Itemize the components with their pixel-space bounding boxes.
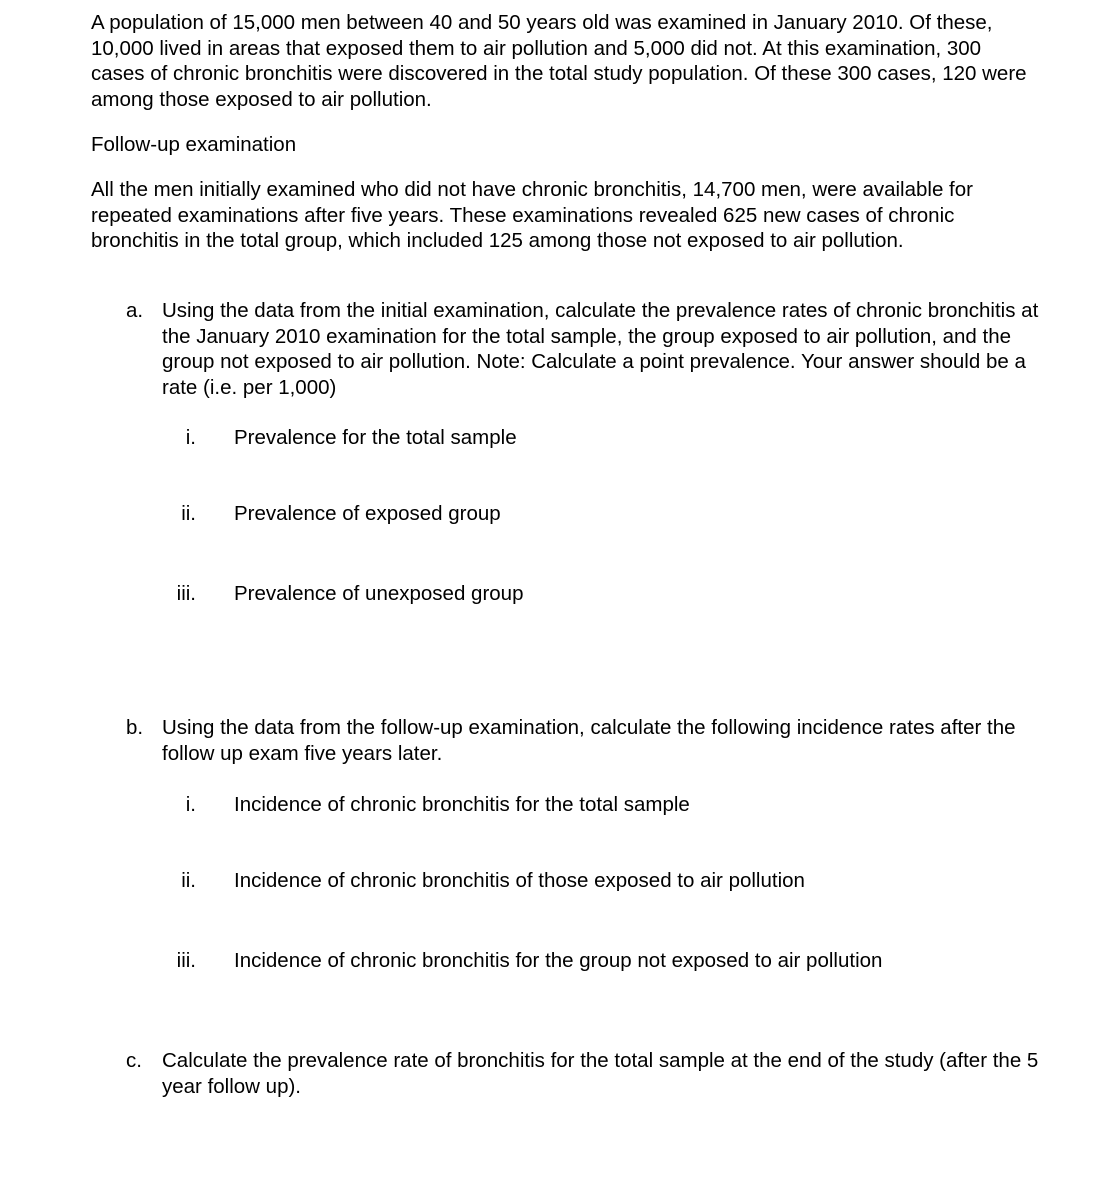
question-b-item-2-number: ii. [181,869,196,892]
question-b-item-1-number: i. [185,793,196,816]
question-b-letter: b. [126,716,144,739]
followup-paragraph: All the men initially examined who did not have chronic bronchitis, 14,700 men, were available for repeated examinations after five years. These examinations revealed 625 new cases of chronic bronchitis in the total group, which included 125 among those not exposed to air pollution. [91,178,973,252]
question-a-item-1-text: Prevalence for the total sample [234,426,517,449]
question-a-item-3-text: Prevalence of unexposed group [234,582,524,605]
question-a-item-3-number: iii. [176,582,196,605]
question-b-item-1-text: Incidence of chronic bronchitis for the total sample [234,793,690,816]
question-b-item-3-number: iii. [176,949,196,972]
question-a-item-2-number: ii. [181,502,196,525]
question-a-item-1-number: i. [185,426,196,449]
question-b-text: Using the data from the follow-up examination, calculate the following incidence rates after the follow up exam five years later. [162,716,1016,765]
question-c-text: Calculate the prevalence rate of bronchitis for the total sample at the end of the study (after the 5 year follow up). [162,1049,1039,1098]
question-a-text: Using the data from the initial examination, calculate the prevalence rates of chronic bronchitis at the January 2010 examination for the total sample, the group exposed to air pollution, and the group not exposed to air pollution. Note: Calculate a point prevalence. Your answer should be a rate (i.e. per 1,000) [162,299,1039,399]
question-c-letter: c. [126,1049,142,1072]
question-b-item-3-text: Incidence of chronic bronchitis for the group not exposed to air pollution [234,949,883,972]
intro-paragraph: A population of 15,000 men between 40 and 50 years old was examined in January 2010. Of these, 10,000 lived in areas that exposed them to air pollution and 5,000 did not. At this examination, 300 cases of chronic bronchitis were discovered in the total study population. Of these 300 cases, 120 were among those exposed to air pollution. [91,11,1027,111]
question-b-item-2-text: Incidence of chronic bronchitis of those exposed to air pollution [234,869,805,892]
question-a-item-2-text: Prevalence of exposed group [234,502,501,525]
followup-heading: Follow-up examination [91,133,297,156]
question-a-letter: a. [126,299,144,322]
